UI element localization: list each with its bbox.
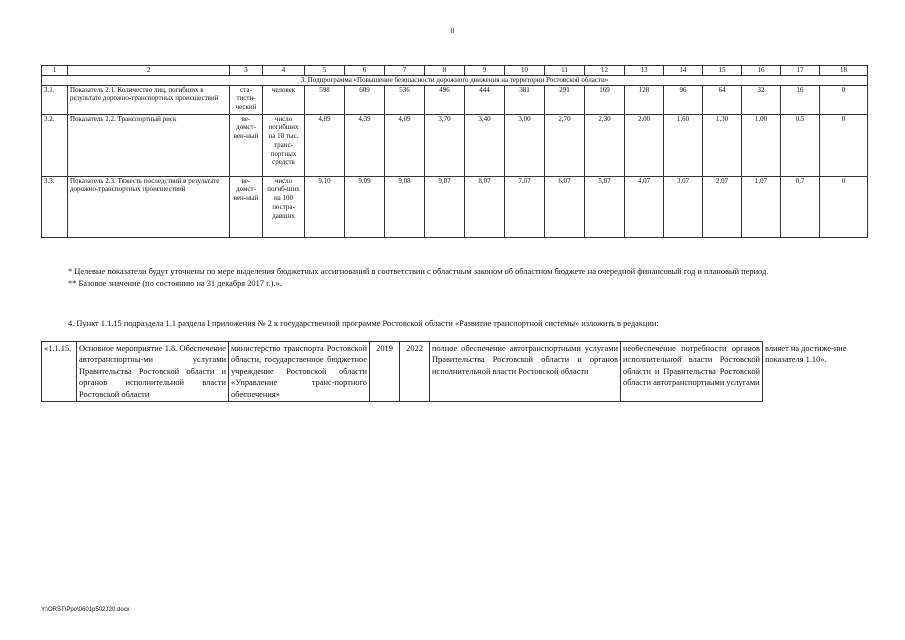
indicator-value: 1,07: [742, 176, 781, 237]
indicator-value: 32: [742, 85, 781, 114]
column-header: 11: [545, 66, 585, 76]
item-number: «1.1.15.: [42, 342, 77, 402]
executor: министерство транспорта Ростовской области, государственное бюджетное учреждение Ростовской области «Управление транс-портного обеспечения»: [229, 342, 370, 402]
indicator-value: 9,09: [345, 176, 385, 237]
indicator-value: 3,70: [425, 114, 465, 176]
indicator-value: 8,07: [465, 176, 505, 237]
table-row: [42, 85, 868, 114]
non-implementation-consequences: необеспечение потребности органов исполнительной власти Ростовской области и Правительства Ростовской области автотранспортными услугами: [621, 342, 763, 402]
indicators-table: [41, 65, 868, 238]
indicator-unit: человек: [263, 85, 305, 114]
amendment-table: [41, 341, 866, 402]
row-number: 3.1.: [42, 85, 68, 114]
column-header: 10: [505, 66, 545, 76]
indicator-value: 3,00: [505, 114, 545, 176]
indicator-value: 96: [664, 85, 703, 114]
indicator-value: 1,00: [742, 114, 781, 176]
subprogram-row: [42, 76, 868, 86]
table-row: [42, 114, 868, 176]
indicator-source: ста-тисти-ческий: [230, 85, 263, 114]
column-header: 7: [385, 66, 425, 76]
column-header: 16: [742, 66, 781, 76]
indicator-value: 4,09: [385, 114, 425, 176]
column-header: 13: [625, 66, 664, 76]
column-header: 8: [425, 66, 465, 76]
indicator-value: 6,07: [545, 176, 585, 237]
column-header: 5: [305, 66, 345, 76]
indicator-source: ве-домст-вен-ный: [230, 114, 263, 176]
column-header: 15: [703, 66, 742, 76]
footnote-base-value: ** Базовое значение (по состоянию на 31 декабря 2017 г.).».: [68, 278, 282, 288]
row-number: 3.3.: [42, 176, 68, 237]
indicator-value: 0,5: [781, 114, 820, 176]
indicator-value: 291: [545, 85, 585, 114]
indicator-value: 536: [385, 85, 425, 114]
table-header-row: [42, 66, 868, 76]
indicator-value: 2,30: [585, 114, 625, 176]
column-header: 12: [585, 66, 625, 76]
indicator-source: ве-домст-вен-ный: [230, 176, 263, 237]
indicator-value: 7,07: [505, 176, 545, 237]
indicator-link: влияет на достиже-ние показателя 1.10».: [765, 343, 847, 364]
row-number: 3.2.: [42, 114, 68, 176]
table-row: [42, 176, 868, 237]
indicator-value: 9,10: [305, 176, 345, 237]
table-row: [42, 342, 866, 402]
footnotes: [41, 266, 863, 289]
event-name: Основное мероприятие 1.8. Обеспечение автотранспортны-ми услугами Правительства Ростовской области и органов исполнительной власти Ростовской области: [77, 342, 229, 402]
indicator-value: 2,70: [545, 114, 585, 176]
column-header: 18: [820, 66, 868, 76]
indicator-value: 496: [425, 85, 465, 114]
column-header: 3: [230, 66, 263, 76]
column-header: 14: [664, 66, 703, 76]
indicator-value: 609: [345, 85, 385, 114]
indicator-value: 444: [465, 85, 505, 114]
indicator-value: 128: [625, 85, 664, 114]
indicator-value: 16: [781, 85, 820, 114]
column-header: 6: [345, 66, 385, 76]
indicator-value: 0,7: [781, 176, 820, 237]
indicator-value: 0: [820, 176, 868, 237]
indicator-name: Показатель 2.1. Количество лиц, погибших в результате дорожно-транспортных происшествий: [68, 85, 230, 114]
indicator-value: 1,60: [664, 114, 703, 176]
column-header: 1: [42, 66, 68, 76]
indicator-unit: число погибших на 10 тыс. транс-портных средств: [263, 114, 305, 176]
indicator-value: 381: [505, 85, 545, 114]
indicator-value: 0: [820, 85, 868, 114]
indicator-value: 3,07: [664, 176, 703, 237]
indicator-value: 2,00: [625, 114, 664, 176]
indicator-unit: число погиб-ших на 100 постра-давших: [263, 176, 305, 237]
page-number: 8: [450, 27, 455, 35]
start-year: 2019: [370, 342, 400, 402]
indicator-name: Показатель 2.3. Тяжесть последствий в результате дорожно-транспортных происшествий: [68, 176, 230, 237]
column-header: 2: [68, 66, 230, 76]
indicator-value: 0: [820, 114, 868, 176]
indicator-value: 64: [703, 85, 742, 114]
indicator-value: 9,08: [385, 176, 425, 237]
expected-result: полное обеспечение автотранспортными услугами Правительства Ростовской области и органов исполнительной власти Ростовской области: [430, 342, 621, 402]
end-year: 2022: [400, 342, 430, 402]
indicator-value: 4,07: [625, 176, 664, 237]
subprogram-title: 3. Подпрограмма «Повышение безопасности дорожного движения на территории Ростовской области»: [42, 76, 868, 86]
file-path-footer: Y:\ORST\Ppo\0601p502.f20.docx: [41, 607, 130, 613]
column-header: 4: [263, 66, 305, 76]
column-header: 9: [465, 66, 505, 76]
indicator-value: 598: [305, 85, 345, 114]
indicator-value: 1,30: [703, 114, 742, 176]
indicator-value: 169: [585, 85, 625, 114]
indicator-value: 5,07: [585, 176, 625, 237]
indicator-value: 9,07: [425, 176, 465, 237]
column-header: 17: [781, 66, 820, 76]
indicator-name: Показатель 2.2. Транспортный риск: [68, 114, 230, 176]
indicator-value: 4,39: [345, 114, 385, 176]
indicator-value: 2,07: [703, 176, 742, 237]
footnote-target-values: * Целевые показатели будут уточнены по мере выделения бюджетных ассигнований в соответствии с областным законом об областном бюджете на очередной финансовый год и плановый период.: [68, 267, 769, 276]
indicator-value: 4,89: [305, 114, 345, 176]
indicator-value: 3,40: [465, 114, 505, 176]
amendment-paragraph: 4. Пункт 1.1.15 подраздела 1.1 раздела I приложения № 2 к государственной программе Ростовской области «Развитие транспортной системы» изложить в редакции:: [68, 319, 659, 328]
